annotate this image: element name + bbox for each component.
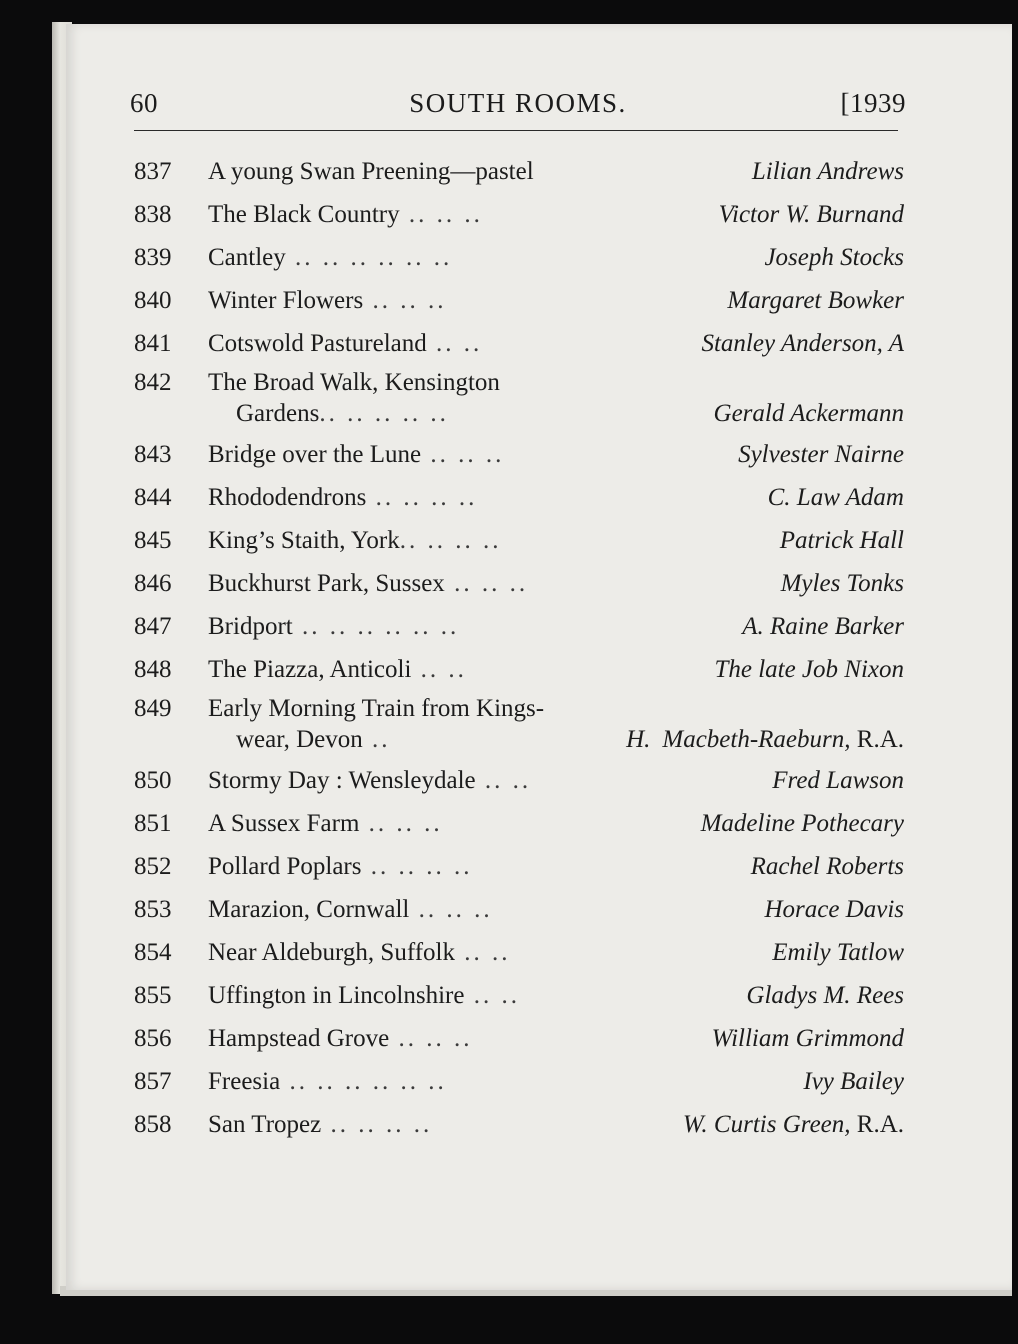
entry-number: 844 [134, 484, 172, 511]
entry-artist: Horace Davis [764, 896, 904, 923]
entry-artist: C. Law Adam [767, 484, 904, 511]
entry-number: 840 [134, 287, 172, 314]
entry-title: Rhododendrons .. .. .. .. [208, 484, 478, 511]
entry-title-line1: Early Morning Train from Kings- [208, 695, 545, 722]
entry-number: 845 [134, 527, 172, 554]
catalogue-entry [134, 365, 904, 433]
entry-artist: Myles Tonks [780, 570, 904, 597]
catalogue-entry [134, 605, 904, 648]
entry-title: Hampstead Grove .. .. .. [208, 1025, 473, 1052]
entry-artist: Gladys M. Rees [746, 982, 904, 1009]
entry-title: Bridport .. .. .. .. .. .. [208, 613, 460, 640]
entry-artist: Stanley Anderson, A [701, 330, 904, 357]
entry-title: The Black Country .. .. .. [208, 201, 483, 228]
entry-artist: The late Job Nixon [714, 656, 904, 683]
catalogue-entry [134, 1060, 904, 1103]
entry-number: 854 [134, 939, 172, 966]
catalogue-entry [134, 476, 904, 519]
catalogue-entry [134, 691, 904, 759]
catalogue-entry [134, 519, 904, 562]
entry-artist: Rachel Roberts [750, 853, 904, 880]
entry-title: San Tropez .. .. .. .. [208, 1111, 433, 1138]
catalogue-entry [134, 433, 904, 476]
entry-title: A young Swan Preening—pastel [208, 158, 534, 185]
section-title: SOUTH ROOMS. [409, 88, 627, 118]
entry-title: Buckhurst Park, Sussex .. .. .. [208, 570, 529, 597]
entry-title: Cantley .. .. .. .. .. .. [208, 244, 453, 271]
catalogue-entry [134, 562, 904, 605]
catalogue-entries [134, 150, 904, 1146]
entry-number: 842 [134, 369, 172, 396]
entry-number: 851 [134, 810, 172, 837]
catalogue-entry [134, 150, 904, 193]
entry-title: King’s Staith, York.. .. .. .. [208, 527, 502, 554]
catalogue-entry [134, 931, 904, 974]
entry-number: 850 [134, 767, 172, 794]
entry-title: Bridge over the Lune .. .. .. [208, 441, 505, 468]
entry-title: Stormy Day : Wensleydale .. .. [208, 767, 532, 794]
entry-number: 841 [134, 330, 172, 357]
entry-artist: William Grimmond [711, 1025, 904, 1052]
catalogue-entry [134, 759, 904, 802]
entry-title: Cotswold Pastureland .. .. [208, 330, 483, 357]
entry-artist: Victor W. Burnand [718, 201, 904, 228]
entry-title-line2: wear, Devon .. [236, 726, 391, 753]
entry-number: 837 [134, 158, 172, 185]
entry-artist: Joseph Stocks [764, 244, 904, 271]
entry-number: 846 [134, 570, 172, 597]
entry-artist: Patrick Hall [779, 527, 904, 554]
entry-number: 849 [134, 695, 172, 722]
catalogue-entry [134, 845, 904, 888]
entry-number: 843 [134, 441, 172, 468]
entry-title: Pollard Poplars .. .. .. .. [208, 853, 473, 880]
entry-title: Freesia .. .. .. .. .. .. [208, 1068, 447, 1095]
catalogue-entry [134, 888, 904, 931]
entry-artist: Margaret Bowker [727, 287, 904, 314]
running-head [130, 88, 906, 128]
entry-number: 847 [134, 613, 172, 640]
entry-number: 839 [134, 244, 172, 271]
page-number: 60 [130, 88, 158, 118]
entry-number: 856 [134, 1025, 172, 1052]
entry-artist: Fred Lawson [772, 767, 904, 794]
catalogue-entry [134, 279, 904, 322]
catalogue-entry [134, 974, 904, 1017]
entry-artist: A. Raine Barker [742, 613, 904, 640]
catalogue-entry [134, 1103, 904, 1146]
entry-artist: Sylvester Nairne [738, 441, 904, 468]
entry-title-line1: The Broad Walk, Kensington [208, 369, 500, 396]
entry-title: Winter Flowers .. .. .. [208, 287, 447, 314]
entry-number: 855 [134, 982, 172, 1009]
year-mark: [1939 [840, 88, 906, 118]
entry-artist: Gerald Ackermann [713, 400, 904, 427]
entry-title: The Piazza, Anticoli .. .. [208, 656, 467, 683]
entry-title-line2: Gardens.. .. .. .. .. [236, 400, 449, 427]
entry-number: 857 [134, 1068, 172, 1095]
entry-artist: Emily Tatlow [772, 939, 904, 966]
catalogue-entry [134, 802, 904, 845]
entry-number: 838 [134, 201, 172, 228]
catalogue-entry [134, 1017, 904, 1060]
entry-title: A Sussex Farm .. .. .. [208, 810, 443, 837]
entry-artist: Madeline Pothecary [700, 810, 904, 837]
entry-artist: W. Curtis Green, R.A. [682, 1111, 904, 1138]
catalogue-entry [134, 322, 904, 365]
entry-number: 848 [134, 656, 172, 683]
entry-artist: H. Macbeth-Raeburn, R.A. [626, 726, 904, 753]
catalogue-entry [134, 193, 904, 236]
entry-title: Uffington in Lincolnshire .. .. [208, 982, 520, 1009]
entry-number: 853 [134, 896, 172, 923]
entry-title: Marazion, Cornwall .. .. .. [208, 896, 493, 923]
entry-artist: Lilian Andrews [751, 158, 904, 185]
header-rule [134, 130, 898, 131]
catalogue-entry [134, 648, 904, 691]
entry-number: 858 [134, 1111, 172, 1138]
entry-artist: Ivy Bailey [803, 1068, 904, 1095]
entry-number: 852 [134, 853, 172, 880]
entry-title: Near Aldeburgh, Suffolk .. .. [208, 939, 511, 966]
catalogue-entry [134, 236, 904, 279]
